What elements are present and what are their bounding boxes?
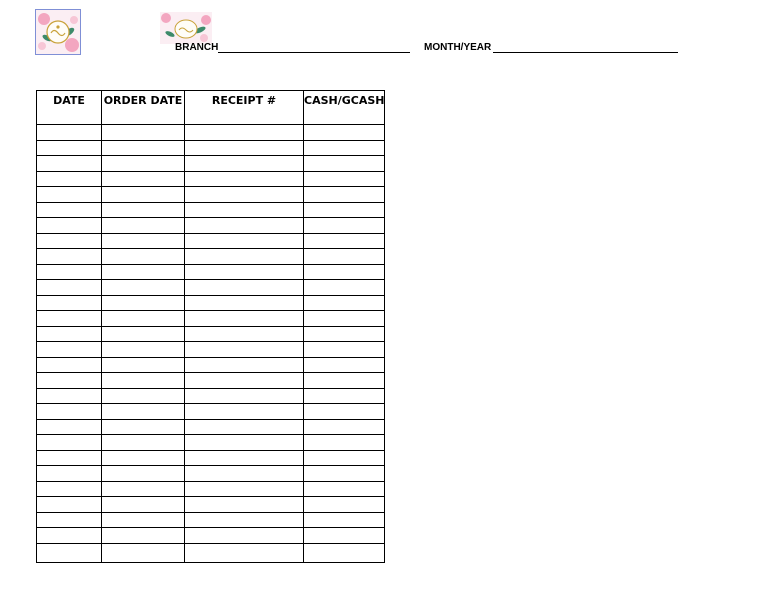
order-date-cell[interactable] xyxy=(102,249,185,265)
receipt-cell[interactable] xyxy=(185,388,304,404)
month-year-label: MONTH/YEAR xyxy=(424,42,492,53)
receipt-cell[interactable] xyxy=(185,435,304,451)
table-row xyxy=(37,497,385,513)
cash-gcash-cell[interactable] xyxy=(304,171,385,187)
receipt-cell[interactable] xyxy=(185,326,304,342)
date-cell[interactable] xyxy=(37,218,102,234)
order-date-cell[interactable] xyxy=(102,357,185,373)
cash-gcash-cell[interactable] xyxy=(304,202,385,218)
date-cell[interactable] xyxy=(37,543,102,562)
cash-gcash-cell[interactable] xyxy=(304,140,385,156)
receipt-cell[interactable] xyxy=(185,264,304,280)
cash-gcash-cell[interactable] xyxy=(304,466,385,482)
table-row xyxy=(37,187,385,203)
order-date-cell[interactable] xyxy=(102,342,185,358)
receipt-cell[interactable] xyxy=(185,528,304,544)
cash-gcash-cell[interactable] xyxy=(304,264,385,280)
table-row xyxy=(37,404,385,420)
table-row xyxy=(37,450,385,466)
table-row xyxy=(37,125,385,141)
cash-gcash-cell[interactable] xyxy=(304,342,385,358)
logo-square xyxy=(36,10,80,54)
order-date-cell[interactable] xyxy=(102,466,185,482)
table-row xyxy=(37,280,385,296)
date-cell[interactable] xyxy=(37,528,102,544)
table-row xyxy=(37,171,385,187)
table-row xyxy=(37,233,385,249)
log-table xyxy=(36,90,385,563)
table-row xyxy=(37,512,385,528)
order-date-cell[interactable] xyxy=(102,404,185,420)
table-row xyxy=(37,543,385,562)
receipt-cell[interactable] xyxy=(185,140,304,156)
cash-gcash-cell[interactable] xyxy=(304,528,385,544)
receipt-cell[interactable] xyxy=(185,156,304,172)
date-cell[interactable] xyxy=(37,140,102,156)
column-header-cash-gcash: CASH/GCASH xyxy=(304,91,385,125)
date-cell[interactable] xyxy=(37,295,102,311)
column-header-order-date: ORDER DATE xyxy=(102,91,185,125)
cash-gcash-cell[interactable] xyxy=(304,497,385,513)
date-cell[interactable] xyxy=(37,466,102,482)
date-cell[interactable] xyxy=(37,481,102,497)
cash-gcash-cell[interactable] xyxy=(304,218,385,234)
order-date-cell[interactable] xyxy=(102,512,185,528)
date-cell[interactable] xyxy=(37,435,102,451)
table-row xyxy=(37,156,385,172)
cash-gcash-cell[interactable] xyxy=(304,357,385,373)
cash-gcash-cell[interactable] xyxy=(304,388,385,404)
receipt-cell[interactable] xyxy=(185,249,304,265)
date-cell[interactable] xyxy=(37,311,102,327)
column-header-date: DATE xyxy=(37,91,102,125)
date-cell[interactable] xyxy=(37,497,102,513)
cash-gcash-cell[interactable] xyxy=(304,543,385,562)
receipt-cell[interactable] xyxy=(185,202,304,218)
cash-gcash-cell[interactable] xyxy=(304,435,385,451)
table-row xyxy=(37,326,385,342)
receipt-cell[interactable] xyxy=(185,295,304,311)
cash-gcash-cell[interactable] xyxy=(304,125,385,141)
receipt-cell[interactable] xyxy=(185,512,304,528)
cash-gcash-cell[interactable] xyxy=(304,280,385,296)
date-cell[interactable] xyxy=(37,404,102,420)
order-date-cell[interactable] xyxy=(102,264,185,280)
receipt-cell[interactable] xyxy=(185,187,304,203)
receipt-cell[interactable] xyxy=(185,497,304,513)
order-date-cell[interactable] xyxy=(102,435,185,451)
date-cell[interactable] xyxy=(37,202,102,218)
order-date-cell[interactable] xyxy=(102,497,185,513)
table-row xyxy=(37,357,385,373)
receipt-cell[interactable] xyxy=(185,218,304,234)
table-row xyxy=(37,388,385,404)
receipt-cell[interactable] xyxy=(185,280,304,296)
receipt-cell[interactable] xyxy=(185,373,304,389)
date-cell[interactable] xyxy=(37,249,102,265)
cash-gcash-cell[interactable] xyxy=(304,295,385,311)
table-header-row xyxy=(37,91,385,125)
branch-label: BRANCH xyxy=(175,42,219,53)
cash-gcash-cell[interactable] xyxy=(304,311,385,327)
cash-gcash-cell[interactable] xyxy=(304,373,385,389)
table-row xyxy=(37,311,385,327)
date-cell[interactable] xyxy=(37,326,102,342)
month-year-field-line[interactable] xyxy=(493,52,678,53)
date-cell[interactable] xyxy=(37,419,102,435)
date-cell[interactable] xyxy=(37,156,102,172)
date-cell[interactable] xyxy=(37,187,102,203)
date-cell[interactable] xyxy=(37,125,102,141)
date-cell[interactable] xyxy=(37,388,102,404)
date-cell[interactable] xyxy=(37,264,102,280)
date-cell[interactable] xyxy=(37,342,102,358)
cash-gcash-cell[interactable] xyxy=(304,233,385,249)
order-date-cell[interactable] xyxy=(102,187,185,203)
cash-gcash-cell[interactable] xyxy=(304,187,385,203)
table-body xyxy=(37,125,385,563)
branch-field-line[interactable] xyxy=(218,52,410,53)
table-row xyxy=(37,202,385,218)
cash-gcash-cell[interactable] xyxy=(304,419,385,435)
table-row xyxy=(37,373,385,389)
order-date-cell[interactable] xyxy=(102,218,185,234)
column-header-receipt: RECEIPT # xyxy=(185,91,304,125)
cash-gcash-cell[interactable] xyxy=(304,249,385,265)
table-row xyxy=(37,466,385,482)
receipt-cell[interactable] xyxy=(185,450,304,466)
date-cell[interactable] xyxy=(37,171,102,187)
logo-banner xyxy=(160,12,212,44)
table-row xyxy=(37,528,385,544)
receipt-cell[interactable] xyxy=(185,125,304,141)
table-row xyxy=(37,481,385,497)
receipt-cell[interactable] xyxy=(185,311,304,327)
order-date-cell[interactable] xyxy=(102,373,185,389)
order-date-cell[interactable] xyxy=(102,528,185,544)
table-row xyxy=(37,435,385,451)
cash-gcash-cell[interactable] xyxy=(304,450,385,466)
receipt-cell[interactable] xyxy=(185,466,304,482)
cash-gcash-cell[interactable] xyxy=(304,512,385,528)
order-date-cell[interactable] xyxy=(102,140,185,156)
date-cell[interactable] xyxy=(37,373,102,389)
order-date-cell[interactable] xyxy=(102,233,185,249)
order-date-cell[interactable] xyxy=(102,326,185,342)
order-date-cell[interactable] xyxy=(102,202,185,218)
order-date-cell[interactable] xyxy=(102,280,185,296)
table-row xyxy=(37,218,385,234)
receipt-cell[interactable] xyxy=(185,543,304,562)
cash-gcash-cell[interactable] xyxy=(304,156,385,172)
receipt-cell[interactable] xyxy=(185,357,304,373)
cash-gcash-cell[interactable] xyxy=(304,404,385,420)
cash-gcash-cell[interactable] xyxy=(304,481,385,497)
date-cell[interactable] xyxy=(37,233,102,249)
date-cell[interactable] xyxy=(37,280,102,296)
date-cell[interactable] xyxy=(37,450,102,466)
cash-gcash-cell[interactable] xyxy=(304,326,385,342)
order-date-cell[interactable] xyxy=(102,156,185,172)
order-date-cell[interactable] xyxy=(102,419,185,435)
receipt-cell[interactable] xyxy=(185,481,304,497)
table-row xyxy=(37,295,385,311)
table-row xyxy=(37,264,385,280)
table-row xyxy=(37,342,385,358)
order-date-cell[interactable] xyxy=(102,543,185,562)
date-cell[interactable] xyxy=(37,357,102,373)
order-date-cell[interactable] xyxy=(102,171,185,187)
order-date-cell[interactable] xyxy=(102,450,185,466)
receipt-cell[interactable] xyxy=(185,171,304,187)
receipt-cell[interactable] xyxy=(185,419,304,435)
table-row xyxy=(37,140,385,156)
order-date-cell[interactable] xyxy=(102,481,185,497)
receipt-cell[interactable] xyxy=(185,404,304,420)
table-row xyxy=(37,419,385,435)
order-date-cell[interactable] xyxy=(102,388,185,404)
order-date-cell[interactable] xyxy=(102,125,185,141)
order-date-cell[interactable] xyxy=(102,295,185,311)
table-row xyxy=(37,249,385,265)
order-date-cell[interactable] xyxy=(102,311,185,327)
receipt-cell[interactable] xyxy=(185,233,304,249)
receipt-cell[interactable] xyxy=(185,342,304,358)
date-cell[interactable] xyxy=(37,512,102,528)
